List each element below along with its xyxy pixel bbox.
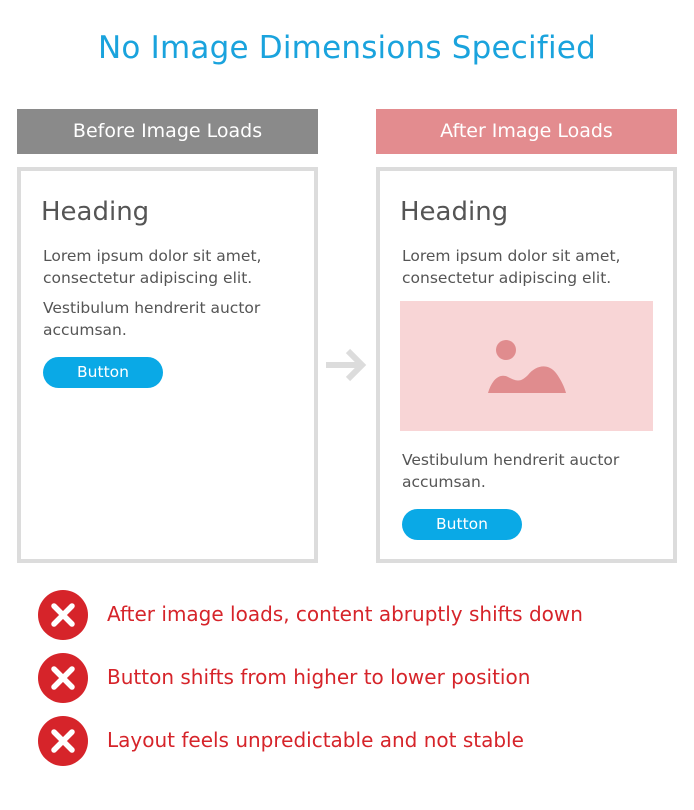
problem-text: Button shifts from higher to lower position (107, 665, 531, 689)
after-button[interactable]: Button (402, 509, 522, 540)
after-panel (376, 167, 677, 563)
after-heading: Heading (400, 197, 509, 227)
before-panel (17, 167, 318, 563)
error-x-icon (38, 653, 88, 703)
problem-text: After image loads, content abruptly shifts down (107, 602, 583, 626)
after-panel-header: After Image Loads (376, 109, 677, 154)
before-button[interactable]: Button (43, 357, 163, 388)
problem-text: Layout feels unpredictable and not stable (107, 728, 524, 752)
page-title: No Image Dimensions Specified (98, 30, 596, 66)
before-heading: Heading (41, 197, 150, 227)
error-x-icon (38, 590, 88, 640)
image-placeholder-icon (400, 301, 653, 431)
before-paragraph-1: Lorem ipsum dolor sit amet, consectetur adipiscing elit. (43, 247, 262, 287)
error-x-icon (38, 716, 88, 766)
after-paragraph-1: Lorem ipsum dolor sit amet, consectetur adipiscing elit. (402, 247, 621, 287)
before-paragraph-2: Vestibulum hendrerit auctor accumsan. (43, 299, 261, 339)
before-panel-header: Before Image Loads (17, 109, 318, 154)
image-placeholder (400, 301, 653, 431)
arrow-right-icon (322, 345, 370, 385)
after-paragraph-2: Vestibulum hendrerit auctor accumsan. (402, 451, 620, 491)
